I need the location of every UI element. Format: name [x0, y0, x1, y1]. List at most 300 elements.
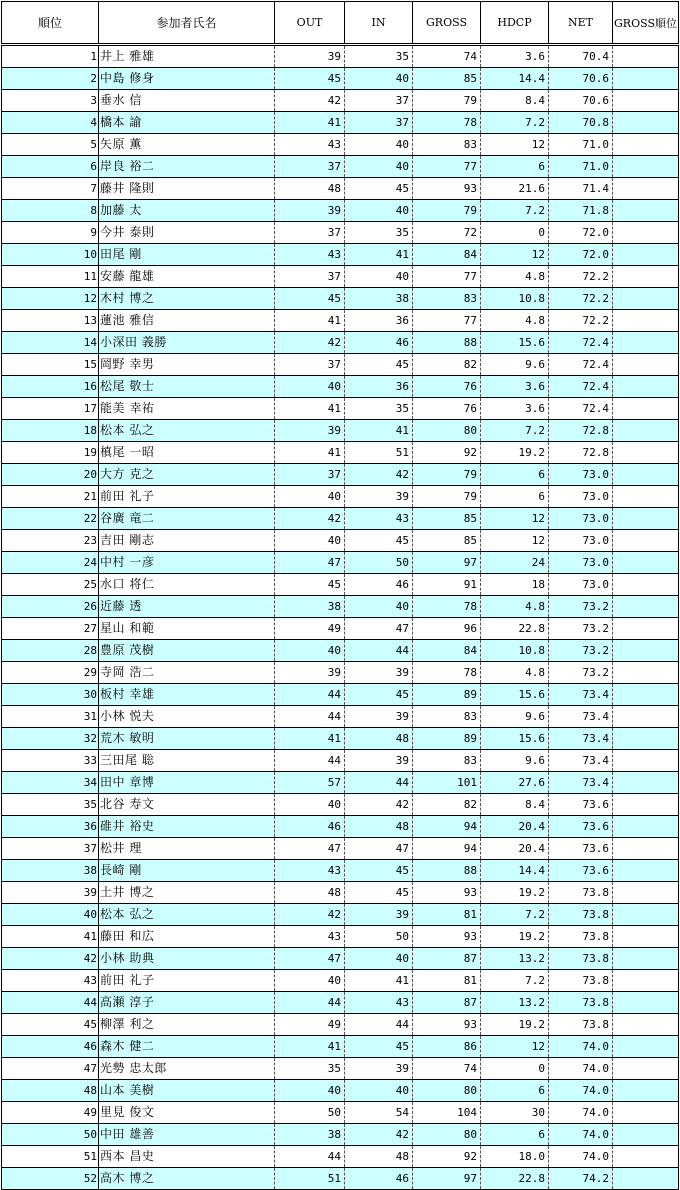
- rank-cell: 15: [2, 354, 99, 376]
- name-cell: 中村 一彦: [99, 552, 275, 574]
- gross-cell: 77: [413, 266, 481, 288]
- gross-cell: 89: [413, 684, 481, 706]
- hdcp-cell: 7.2: [481, 904, 549, 926]
- name-cell: 能美 幸祐: [99, 398, 275, 420]
- net-cell: 73.4: [549, 750, 613, 772]
- rank-cell: 24: [2, 552, 99, 574]
- net-cell: 72.8: [549, 442, 613, 464]
- out-cell: 47: [275, 948, 345, 970]
- out-cell: 37: [275, 222, 345, 244]
- in-cell: 45: [345, 1036, 413, 1058]
- gross-cell: 94: [413, 838, 481, 860]
- gross-rank-cell: [613, 750, 679, 772]
- net-cell: 74.0: [549, 1080, 613, 1102]
- hdcp-cell: 6: [481, 1124, 549, 1146]
- rank-cell: 20: [2, 464, 99, 486]
- hdcp-cell: 24: [481, 552, 549, 574]
- table-row: [2, 1146, 679, 1168]
- name-cell: 安藤 龍雄: [99, 266, 275, 288]
- gross-cell: 77: [413, 310, 481, 332]
- hdcp-cell: 0: [481, 222, 549, 244]
- table-row: [2, 530, 679, 552]
- gross-cell: 74: [413, 1058, 481, 1080]
- hdcp-cell: 20.4: [481, 838, 549, 860]
- net-cell: 74.0: [549, 1102, 613, 1124]
- gross-cell: 87: [413, 948, 481, 970]
- header-in: IN: [345, 2, 413, 45]
- hdcp-cell: 15.6: [481, 728, 549, 750]
- net-cell: 70.4: [549, 45, 613, 68]
- in-cell: 40: [345, 266, 413, 288]
- table-row: [2, 662, 679, 684]
- hdcp-cell: 6: [481, 1080, 549, 1102]
- net-cell: 73.6: [549, 816, 613, 838]
- net-cell: 73.0: [549, 486, 613, 508]
- net-cell: 73.0: [549, 464, 613, 486]
- rank-cell: 39: [2, 882, 99, 904]
- name-cell: 中田 雄善: [99, 1124, 275, 1146]
- out-cell: 35: [275, 1058, 345, 1080]
- hdcp-cell: 3.6: [481, 45, 549, 68]
- hdcp-cell: 4.8: [481, 266, 549, 288]
- name-cell: 松本 弘之: [99, 420, 275, 442]
- in-cell: 45: [345, 860, 413, 882]
- results-table: [1, 1, 679, 1190]
- hdcp-cell: 3.6: [481, 398, 549, 420]
- name-cell: 木村 博之: [99, 288, 275, 310]
- table-row: [2, 596, 679, 618]
- hdcp-cell: 7.2: [481, 112, 549, 134]
- gross-cell: 83: [413, 750, 481, 772]
- table-row: [2, 45, 679, 68]
- gross-cell: 93: [413, 882, 481, 904]
- net-cell: 72.4: [549, 376, 613, 398]
- in-cell: 44: [345, 640, 413, 662]
- net-cell: 72.2: [549, 266, 613, 288]
- name-cell: 松尾 敬士: [99, 376, 275, 398]
- gross-cell: 80: [413, 1124, 481, 1146]
- name-cell: 寺岡 浩二: [99, 662, 275, 684]
- hdcp-cell: 14.4: [481, 860, 549, 882]
- in-cell: 42: [345, 794, 413, 816]
- table-row: [2, 970, 679, 992]
- net-cell: 70.6: [549, 90, 613, 112]
- rank-cell: 27: [2, 618, 99, 640]
- out-cell: 39: [275, 45, 345, 68]
- hdcp-cell: 12: [481, 1036, 549, 1058]
- in-cell: 42: [345, 1124, 413, 1146]
- net-cell: 74.0: [549, 1124, 613, 1146]
- gross-rank-cell: [613, 266, 679, 288]
- in-cell: 41: [345, 970, 413, 992]
- table-row: [2, 706, 679, 728]
- hdcp-cell: 19.2: [481, 882, 549, 904]
- out-cell: 44: [275, 684, 345, 706]
- name-cell: 豊原 茂樹: [99, 640, 275, 662]
- gross-cell: 79: [413, 486, 481, 508]
- table-row: [2, 486, 679, 508]
- name-cell: 中島 修身: [99, 68, 275, 90]
- gross-cell: 83: [413, 288, 481, 310]
- table-row: [2, 1080, 679, 1102]
- in-cell: 48: [345, 728, 413, 750]
- gross-cell: 84: [413, 640, 481, 662]
- net-cell: 73.6: [549, 860, 613, 882]
- gross-cell: 82: [413, 354, 481, 376]
- gross-rank-cell: [613, 1058, 679, 1080]
- gross-cell: 101: [413, 772, 481, 794]
- gross-cell: 85: [413, 508, 481, 530]
- gross-rank-cell: [613, 376, 679, 398]
- in-cell: 40: [345, 200, 413, 222]
- net-cell: 74.0: [549, 1146, 613, 1168]
- hdcp-cell: 6: [481, 464, 549, 486]
- gross-cell: 79: [413, 200, 481, 222]
- in-cell: 44: [345, 772, 413, 794]
- gross-cell: 78: [413, 662, 481, 684]
- out-cell: 37: [275, 464, 345, 486]
- rank-cell: 37: [2, 838, 99, 860]
- rank-cell: 11: [2, 266, 99, 288]
- in-cell: 46: [345, 1168, 413, 1190]
- hdcp-cell: 7.2: [481, 970, 549, 992]
- in-cell: 39: [345, 1058, 413, 1080]
- out-cell: 41: [275, 310, 345, 332]
- table-row: [2, 420, 679, 442]
- net-cell: 73.4: [549, 684, 613, 706]
- gross-cell: 93: [413, 178, 481, 200]
- gross-cell: 85: [413, 530, 481, 552]
- table-row: [2, 992, 679, 1014]
- net-cell: 73.2: [549, 662, 613, 684]
- gross-rank-cell: [613, 1014, 679, 1036]
- header-gross-rank: GROSS順位: [613, 2, 679, 45]
- in-cell: 40: [345, 134, 413, 156]
- out-cell: 48: [275, 178, 345, 200]
- net-cell: 73.4: [549, 728, 613, 750]
- rank-cell: 31: [2, 706, 99, 728]
- gross-rank-cell: [613, 816, 679, 838]
- net-cell: 71.0: [549, 134, 613, 156]
- name-cell: 槙尾 一昭: [99, 442, 275, 464]
- in-cell: 45: [345, 530, 413, 552]
- rank-cell: 23: [2, 530, 99, 552]
- name-cell: 三田尾 聡: [99, 750, 275, 772]
- name-cell: 吉田 剛志: [99, 530, 275, 552]
- net-cell: 72.4: [549, 332, 613, 354]
- table-row: [2, 1124, 679, 1146]
- net-cell: 72.2: [549, 310, 613, 332]
- name-cell: 松井 理: [99, 838, 275, 860]
- out-cell: 49: [275, 1014, 345, 1036]
- gross-cell: 74: [413, 45, 481, 68]
- out-cell: 42: [275, 508, 345, 530]
- name-cell: 岸良 裕二: [99, 156, 275, 178]
- gross-rank-cell: [613, 442, 679, 464]
- name-cell: 板村 幸雄: [99, 684, 275, 706]
- table-row: [2, 574, 679, 596]
- gross-rank-cell: [613, 134, 679, 156]
- name-cell: 井上 雅雄: [99, 45, 275, 68]
- table-row: [2, 266, 679, 288]
- in-cell: 46: [345, 332, 413, 354]
- hdcp-cell: 8.4: [481, 794, 549, 816]
- hdcp-cell: 12: [481, 530, 549, 552]
- hdcp-cell: 4.8: [481, 596, 549, 618]
- out-cell: 43: [275, 244, 345, 266]
- gross-cell: 91: [413, 574, 481, 596]
- rank-cell: 43: [2, 970, 99, 992]
- gross-rank-cell: [613, 1102, 679, 1124]
- out-cell: 39: [275, 420, 345, 442]
- name-cell: 光勢 忠太郎: [99, 1058, 275, 1080]
- rank-cell: 19: [2, 442, 99, 464]
- header-name: 参加者氏名: [99, 2, 275, 45]
- gross-rank-cell: [613, 222, 679, 244]
- rank-cell: 42: [2, 948, 99, 970]
- in-cell: 41: [345, 244, 413, 266]
- gross-rank-cell: [613, 112, 679, 134]
- gross-cell: 83: [413, 134, 481, 156]
- gross-cell: 82: [413, 794, 481, 816]
- gross-cell: 97: [413, 1168, 481, 1190]
- hdcp-cell: 19.2: [481, 926, 549, 948]
- in-cell: 40: [345, 948, 413, 970]
- hdcp-cell: 0: [481, 1058, 549, 1080]
- name-cell: 橋本 諭: [99, 112, 275, 134]
- rank-cell: 30: [2, 684, 99, 706]
- hdcp-cell: 12: [481, 244, 549, 266]
- name-cell: 藤田 和広: [99, 926, 275, 948]
- out-cell: 43: [275, 860, 345, 882]
- name-cell: 大方 克之: [99, 464, 275, 486]
- gross-rank-cell: [613, 948, 679, 970]
- hdcp-cell: 13.2: [481, 992, 549, 1014]
- out-cell: 38: [275, 596, 345, 618]
- name-cell: 碓井 裕史: [99, 816, 275, 838]
- name-cell: 前田 礼子: [99, 970, 275, 992]
- in-cell: 40: [345, 156, 413, 178]
- hdcp-cell: 3.6: [481, 376, 549, 398]
- gross-rank-cell: [613, 200, 679, 222]
- gross-rank-cell: [613, 684, 679, 706]
- hdcp-cell: 6: [481, 486, 549, 508]
- rank-cell: 8: [2, 200, 99, 222]
- table-row: [2, 68, 679, 90]
- rank-cell: 10: [2, 244, 99, 266]
- net-cell: 73.8: [549, 926, 613, 948]
- gross-cell: 80: [413, 1080, 481, 1102]
- out-cell: 40: [275, 376, 345, 398]
- gross-cell: 96: [413, 618, 481, 640]
- in-cell: 39: [345, 904, 413, 926]
- net-cell: 73.8: [549, 904, 613, 926]
- name-cell: 加藤 太: [99, 200, 275, 222]
- header-net: NET: [549, 2, 613, 45]
- name-cell: 柳澤 利之: [99, 1014, 275, 1036]
- gross-cell: 93: [413, 926, 481, 948]
- in-cell: 43: [345, 992, 413, 1014]
- hdcp-cell: 9.6: [481, 706, 549, 728]
- name-cell: 矢原 薫: [99, 134, 275, 156]
- in-cell: 45: [345, 354, 413, 376]
- table-row: [2, 200, 679, 222]
- in-cell: 47: [345, 838, 413, 860]
- out-cell: 37: [275, 266, 345, 288]
- hdcp-cell: 9.6: [481, 354, 549, 376]
- gross-rank-cell: [613, 794, 679, 816]
- out-cell: 39: [275, 200, 345, 222]
- name-cell: 森木 健二: [99, 1036, 275, 1058]
- table-body: [2, 45, 679, 1190]
- header-row: [2, 2, 679, 45]
- gross-rank-cell: [613, 530, 679, 552]
- rank-cell: 22: [2, 508, 99, 530]
- hdcp-cell: 15.6: [481, 332, 549, 354]
- gross-rank-cell: [613, 904, 679, 926]
- rank-cell: 13: [2, 310, 99, 332]
- net-cell: 71.4: [549, 178, 613, 200]
- table-row: [2, 1102, 679, 1124]
- gross-rank-cell: [613, 618, 679, 640]
- net-cell: 73.6: [549, 838, 613, 860]
- gross-cell: 97: [413, 552, 481, 574]
- gross-cell: 104: [413, 1102, 481, 1124]
- rank-cell: 36: [2, 816, 99, 838]
- name-cell: 小深田 義勝: [99, 332, 275, 354]
- table-row: [2, 464, 679, 486]
- gross-rank-cell: [613, 310, 679, 332]
- name-cell: 星山 和範: [99, 618, 275, 640]
- gross-cell: 92: [413, 1146, 481, 1168]
- hdcp-cell: 8.4: [481, 90, 549, 112]
- out-cell: 37: [275, 156, 345, 178]
- name-cell: 水口 将仁: [99, 574, 275, 596]
- in-cell: 45: [345, 178, 413, 200]
- hdcp-cell: 20.4: [481, 816, 549, 838]
- gross-rank-cell: [613, 838, 679, 860]
- out-cell: 49: [275, 618, 345, 640]
- rank-cell: 45: [2, 1014, 99, 1036]
- name-cell: 松本 弘之: [99, 904, 275, 926]
- table-row: [2, 684, 679, 706]
- hdcp-cell: 12: [481, 508, 549, 530]
- gross-cell: 78: [413, 596, 481, 618]
- name-cell: 垂水 信: [99, 90, 275, 112]
- hdcp-cell: 22.8: [481, 1168, 549, 1190]
- gross-cell: 87: [413, 992, 481, 1014]
- table-row: [2, 838, 679, 860]
- gross-cell: 77: [413, 156, 481, 178]
- gross-cell: 83: [413, 706, 481, 728]
- gross-cell: 76: [413, 398, 481, 420]
- net-cell: 70.6: [549, 68, 613, 90]
- name-cell: 荒木 敏明: [99, 728, 275, 750]
- rank-cell: 9: [2, 222, 99, 244]
- in-cell: 37: [345, 112, 413, 134]
- hdcp-cell: 13.2: [481, 948, 549, 970]
- rank-cell: 47: [2, 1058, 99, 1080]
- in-cell: 42: [345, 464, 413, 486]
- gross-cell: 79: [413, 464, 481, 486]
- name-cell: 岡野 幸男: [99, 354, 275, 376]
- rank-cell: 5: [2, 134, 99, 156]
- in-cell: 40: [345, 596, 413, 618]
- hdcp-cell: 19.2: [481, 442, 549, 464]
- name-cell: 今井 泰則: [99, 222, 275, 244]
- name-cell: 里見 俊文: [99, 1102, 275, 1124]
- gross-rank-cell: [613, 1168, 679, 1190]
- rank-cell: 49: [2, 1102, 99, 1124]
- net-cell: 73.8: [549, 970, 613, 992]
- net-cell: 73.4: [549, 706, 613, 728]
- in-cell: 38: [345, 288, 413, 310]
- table-row: [2, 134, 679, 156]
- gross-rank-cell: [613, 486, 679, 508]
- net-cell: 73.0: [549, 530, 613, 552]
- gross-rank-cell: [613, 970, 679, 992]
- net-cell: 73.8: [549, 882, 613, 904]
- in-cell: 54: [345, 1102, 413, 1124]
- out-cell: 45: [275, 574, 345, 596]
- gross-rank-cell: [613, 706, 679, 728]
- table-row: [2, 112, 679, 134]
- net-cell: 70.8: [549, 112, 613, 134]
- net-cell: 73.0: [549, 552, 613, 574]
- hdcp-cell: 7.2: [481, 200, 549, 222]
- header-out: OUT: [275, 2, 345, 45]
- net-cell: 73.6: [549, 794, 613, 816]
- table-row: [2, 508, 679, 530]
- name-cell: 長崎 剛: [99, 860, 275, 882]
- out-cell: 51: [275, 1168, 345, 1190]
- in-cell: 46: [345, 574, 413, 596]
- table-row: [2, 1058, 679, 1080]
- net-cell: 74.0: [549, 1058, 613, 1080]
- table-row: [2, 288, 679, 310]
- hdcp-cell: 10.8: [481, 288, 549, 310]
- gross-rank-cell: [613, 596, 679, 618]
- gross-cell: 81: [413, 970, 481, 992]
- rank-cell: 34: [2, 772, 99, 794]
- gross-rank-cell: [613, 332, 679, 354]
- out-cell: 43: [275, 134, 345, 156]
- net-cell: 72.8: [549, 420, 613, 442]
- out-cell: 44: [275, 992, 345, 1014]
- rank-cell: 18: [2, 420, 99, 442]
- gross-rank-cell: [613, 68, 679, 90]
- in-cell: 43: [345, 508, 413, 530]
- out-cell: 45: [275, 68, 345, 90]
- in-cell: 39: [345, 706, 413, 728]
- name-cell: 高木 博之: [99, 1168, 275, 1190]
- gross-rank-cell: [613, 420, 679, 442]
- table-row: [2, 882, 679, 904]
- header-rank: 順位: [2, 2, 99, 45]
- gross-cell: 93: [413, 1014, 481, 1036]
- gross-cell: 79: [413, 90, 481, 112]
- net-cell: 73.4: [549, 772, 613, 794]
- header-hdcp: HDCP: [481, 2, 549, 45]
- table-row: [2, 728, 679, 750]
- table-row: [2, 442, 679, 464]
- gross-rank-cell: [613, 882, 679, 904]
- out-cell: 45: [275, 288, 345, 310]
- in-cell: 35: [345, 45, 413, 68]
- out-cell: 42: [275, 904, 345, 926]
- table-row: [2, 904, 679, 926]
- table-row: [2, 222, 679, 244]
